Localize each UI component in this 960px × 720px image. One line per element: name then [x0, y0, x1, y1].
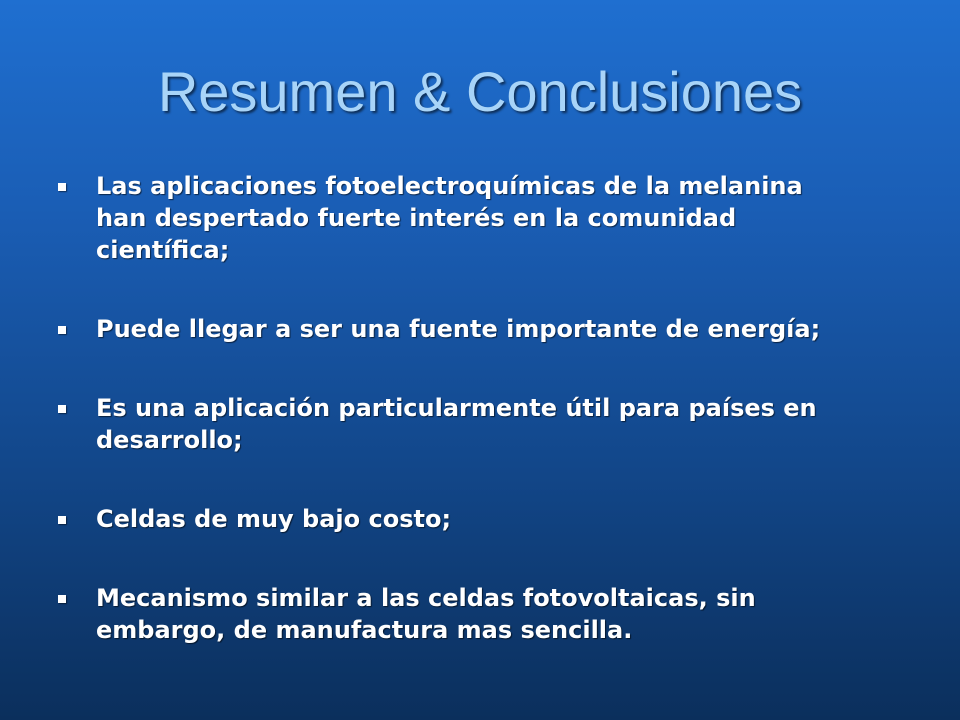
bullet-text — [96, 313, 908, 345]
bullet-item — [58, 582, 908, 646]
bullet-line: Mecanismo similar a las celdas fotovoltaicas, sin — [96, 584, 756, 612]
bullet-line: Celdas de muy bajo costo; — [96, 505, 452, 533]
bullet-line: Es una aplicación particularmente útil para países en — [96, 394, 817, 422]
bullet-item — [58, 392, 908, 456]
square-bullet-icon — [58, 405, 66, 413]
square-bullet-icon — [58, 516, 66, 524]
bullet-line: Puede llegar a ser una fuente importante de energía; — [96, 315, 821, 343]
bullet-item — [58, 170, 908, 266]
square-bullet-icon — [58, 183, 66, 191]
square-bullet-icon — [58, 595, 66, 603]
bullet-text — [96, 170, 908, 266]
slide-title: Resumen & Conclusiones — [157, 60, 803, 123]
bullet-text — [96, 503, 908, 535]
bullet-line: científica; — [96, 236, 230, 264]
bullet-line: Las aplicaciones fotoelectroquímicas de la melanina — [96, 172, 803, 200]
bullet-text — [96, 582, 908, 646]
bullet-text — [96, 392, 908, 456]
bullet-line: desarrollo; — [96, 426, 243, 454]
bullet-item — [58, 313, 908, 345]
bullet-line: embargo, de manufactura mas sencilla. — [96, 616, 633, 644]
bullet-item — [58, 503, 908, 535]
bullet-list — [58, 170, 908, 646]
square-bullet-icon — [58, 326, 66, 334]
bullet-line: han despertado fuerte interés en la comunidad — [96, 204, 737, 232]
